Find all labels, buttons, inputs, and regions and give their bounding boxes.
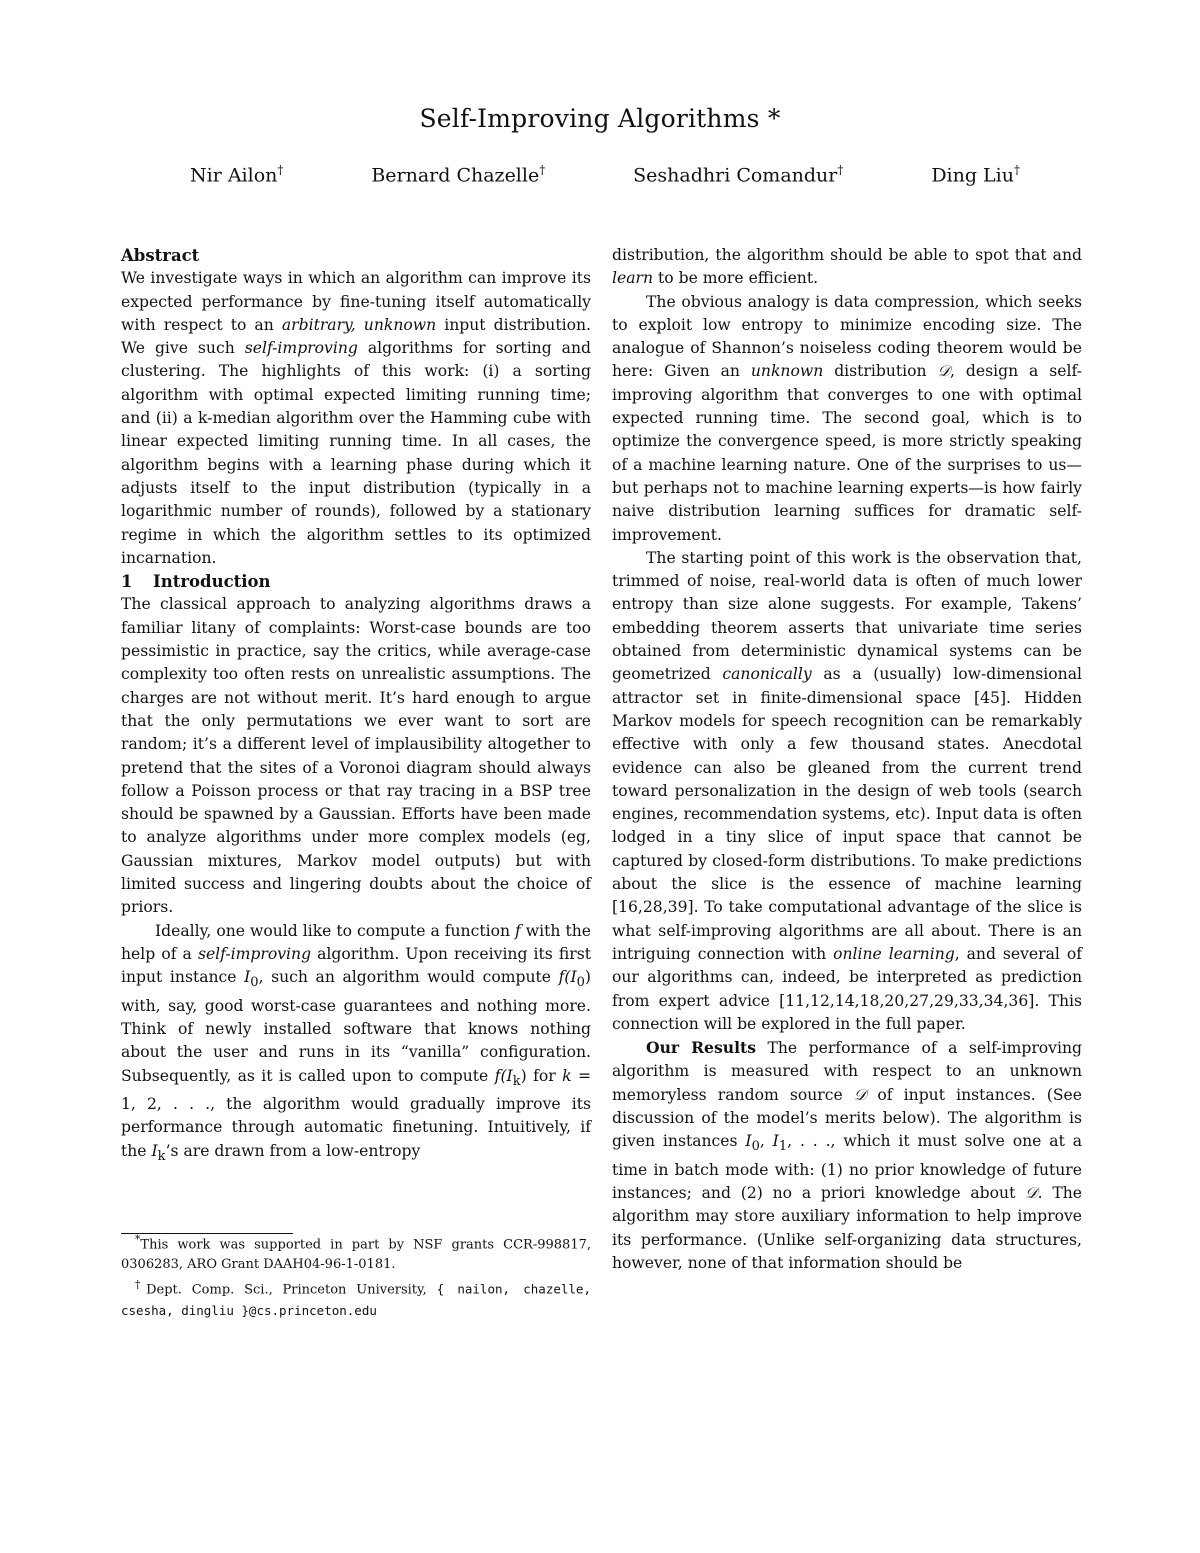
body-paragraph: The starting point of this work is the observation that, trimmed of noise, real-world data is often of much lower entropy than size alone suggests. For example, Takens’ embedding theorem asserts that univariate time series obtained from deterministic dynamical systems can be geometrized canonically as a (usually) low-dimensional attractor set in finite-dimensional space [45]. Hidden Markov models for speech recognition can be remarkably effective with only a few thousand states. Anecdotal evidence can also be gleaned from the current trend toward personalization in the design of web tools (search engines, recommendation systems, etc). Input data is often lodged in a tiny slice of input space that cannot be captured by closed-form distributions. To make predictions about the slice is the essence of machine learning [16,28,39]. To take computational advantage of the slice is what self-improving algorithms are all about. There is an intriguing connection with online learning, and several of our algorithms can, indeed, be interpreted as prediction from expert advice [11,12,14,18,20,27,29,33,34,36]. This connection will be explored in the full paper. bbox=[612, 548, 1082, 1033]
author-list bbox=[190, 163, 1020, 186]
section-heading-introduction: 1 Introduction bbox=[121, 572, 271, 592]
footnote: *This work was supported in part by NSF grants CCR-998817, 0306283, ARO Grant DAAH04-96-1-0181. bbox=[121, 1233, 591, 1273]
intro-paragraph: The classical approach to analyzing algorithms draws a familiar litany of complaints: Worst-case bounds are too pessimistic in practice, say the critics, while average-case complexity too often rests on unrealistic assumptions. The charges are not without merit. It’s hard enough to argue that the only permutations we ever want to sort are random; it’s a different level of implausibility altogether to pretend that the sites of a Voronoi diagram should always follow a Poisson process or that ray tracing in a BSP tree should be spawned by a Gaussian. Efforts have been made to analyze algorithms under more complex models (eg, Gaussian mixtures, Markov model outputs) but with limited success and lingering doubts about the choice of priors. bbox=[121, 595, 591, 917]
body-paragraph: distribution, the algorithm should be able to spot that and learn to be more efficient. bbox=[612, 246, 1082, 288]
body-paragraph: Our Results The performance of a self-improving algorithm is measured with respect to an unknown memoryless random source 𝒟 of input instances. (See discussion of the model’s merits below). The algorithm is given instances $I_0$, $I_1$, . . ., which it must solve one at a time in batch mode with: (1) no prior knowledge of future instances; and (2) no a priori knowledge about 𝒟. The algorithm may store auxiliary information to help improve its performance. (Unlike self-organizing data structures, however, none of that information should be bbox=[612, 1038, 1083, 1272]
author: Ding Liu† bbox=[931, 163, 1020, 187]
paragraph-heading-our-results: Our Results bbox=[646, 1038, 756, 1058]
footnote: †Dept. Comp. Sci., Princeton University, { nailon, chazelle, csesha, dingliu }@cs.princeton.edu bbox=[121, 1278, 591, 1318]
left-column bbox=[121, 244, 591, 1168]
footnotes bbox=[121, 1230, 591, 1322]
intro-paragraph: Ideally, one would like to compute a function f with the help of a self-improving algorithm. Upon receiving its first input instance $I_0$, such an algorithm would compute $f(I_0)$ with, say, good worst-case guarantees and nothing more. Think of newly installed software that knows nothing about the user and runs in its “vanilla” configuration. Subsequently, as it is called upon to compute $f(I_k)$ for k = 1, 2, . . ., the algorithm would gradually improve its performance through automatic finetuning. Intuitively, if the $I_k’s$ are drawn from a low-entropy bbox=[121, 921, 592, 1164]
paper-title: Self-Improving Algorithms * bbox=[419, 104, 781, 133]
abstract-text: We investigate ways in which an algorithm can improve its expected performance by fine-tuning itself automatically with respect to an arbitrary, unknown input distribution. We give such self-improving algorithms for sorting and clustering. The highlights of this work: (i) a sorting algorithm with optimal expected limiting running time; and (ii) a k-median algorithm over the Hamming cube with linear expected limiting running time. In all cases, the algorithm begins with a learning phase during which it adjusts itself to the input distribution (typically in a logarithmic number of rounds), followed by a stationary regime in which the algorithm settles to its optimized incarnation. bbox=[121, 269, 591, 567]
author: Seshadhri Comandur† bbox=[633, 163, 844, 187]
author: Nir Ailon† bbox=[190, 163, 284, 187]
abstract-heading: Abstract bbox=[121, 246, 200, 265]
body-paragraph: The obvious analogy is data compression, which seeks to exploit low entropy to minimize encoding size. The analogue of Shannon’s noiseless coding theorem would be here: Given an unknown distribution 𝒟, design a self-improving algorithm that converges to one with optimal expected running time. The second goal, which is to optimize the convergence speed, is more strictly speaking of a machine learning nature. One of the surprises to us—but perhaps not to machine learning experts—is how fairly naive distribution learning suffices for dramatic self-improvement. bbox=[612, 292, 1082, 544]
author: Bernard Chazelle† bbox=[371, 163, 546, 187]
right-column bbox=[612, 244, 1082, 1275]
